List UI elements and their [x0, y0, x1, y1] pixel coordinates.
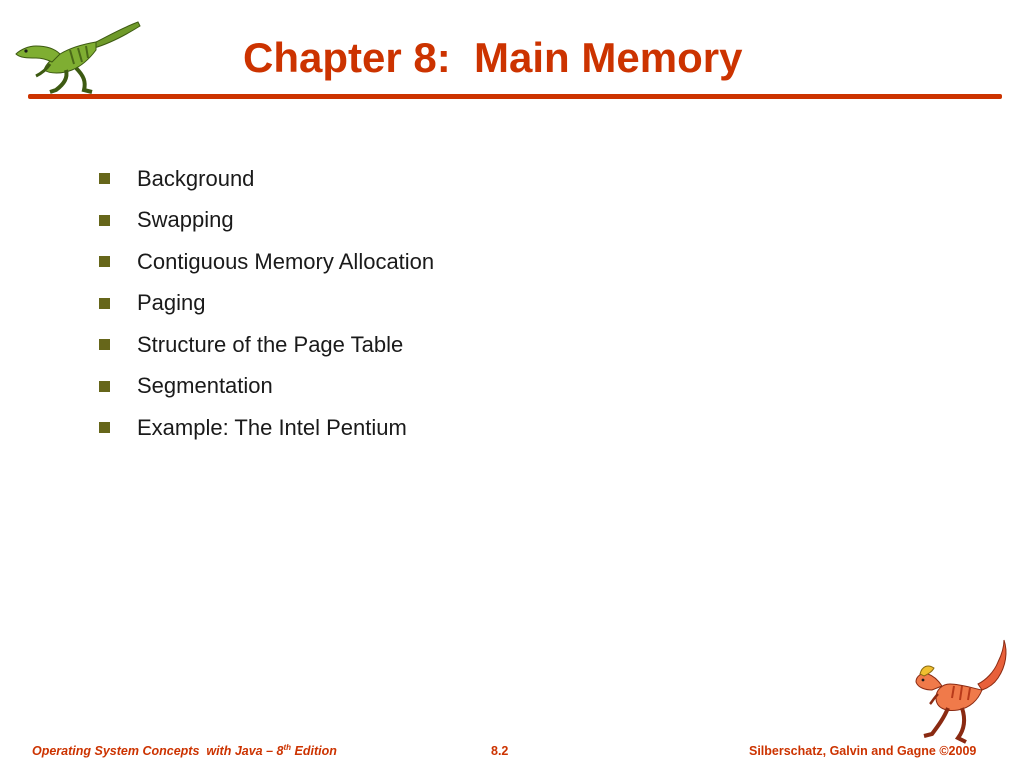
square-bullet-icon	[99, 256, 110, 267]
bullet-text: Structure of the Page Table	[137, 331, 404, 357]
footer-book-title	[32, 744, 337, 758]
square-bullet-icon	[99, 339, 110, 350]
bullet-list	[96, 158, 434, 449]
footer-page-number: 8.2	[491, 744, 509, 758]
bullet-item	[96, 200, 434, 242]
bullet-item	[96, 407, 434, 449]
green-dinosaur-logo	[10, 18, 142, 98]
footer-edition-superscript: th	[283, 742, 292, 752]
red-dinosaur-logo	[908, 638, 1012, 746]
bullet-text: Example: The Intel Pentium	[137, 414, 407, 440]
bullet-item	[96, 241, 434, 283]
slide-title: Chapter 8: Main Memory	[243, 34, 743, 81]
bullet-item	[96, 158, 434, 200]
footer-copyright: Silberschatz, Galvin and Gagne ©2009	[749, 744, 977, 758]
bullet-text: Background	[137, 165, 255, 191]
bullet-text: Paging	[137, 290, 206, 316]
square-bullet-icon	[99, 215, 110, 226]
footer-edition-label: Edition	[291, 744, 337, 758]
bullet-text: Segmentation	[137, 373, 273, 399]
bullet-text: Contiguous Memory Allocation	[137, 248, 435, 274]
square-bullet-icon	[99, 173, 110, 184]
title-divider	[28, 94, 1002, 99]
bullet-item	[96, 366, 434, 408]
square-bullet-icon	[99, 298, 110, 309]
bullet-text: Swapping	[137, 207, 234, 233]
bullet-item	[96, 283, 434, 325]
footer-book-title-text: Operating System Concepts with Java – 8	[32, 744, 284, 758]
square-bullet-icon	[99, 381, 110, 392]
square-bullet-icon	[99, 422, 110, 433]
bullet-item	[96, 324, 434, 366]
